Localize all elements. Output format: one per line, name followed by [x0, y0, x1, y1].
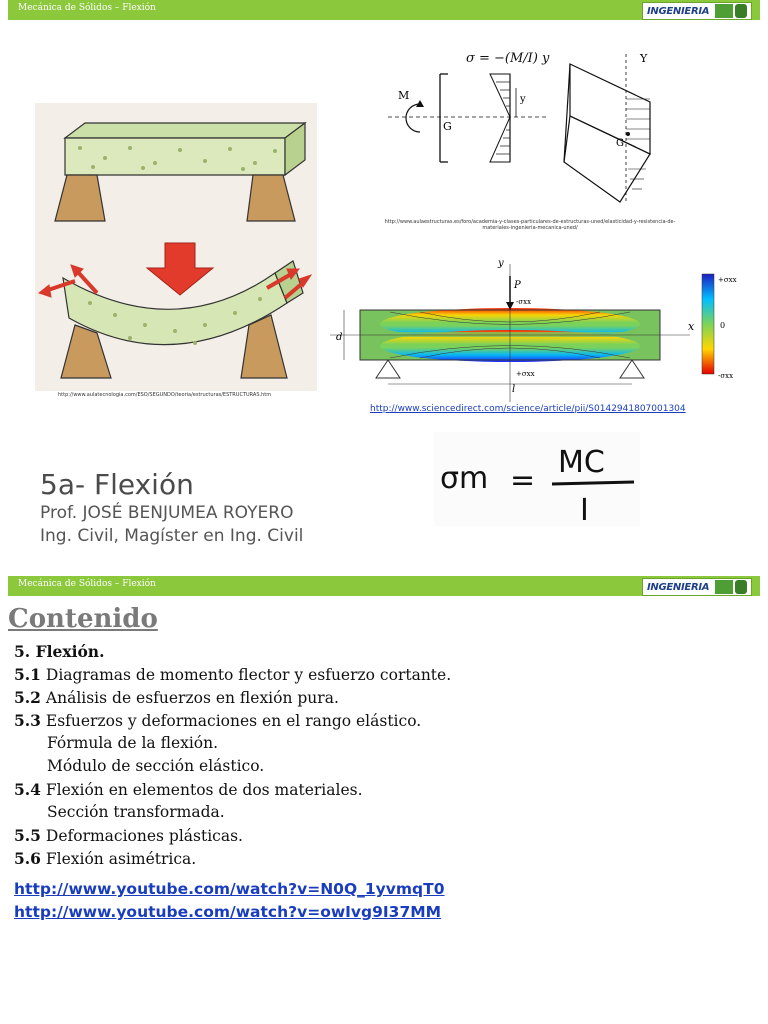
ingenieria-logo-2	[642, 578, 752, 596]
handwritten-flexure-formula	[434, 432, 640, 526]
contents-item-number: 5.2	[14, 688, 41, 707]
formula-lhs: σm	[440, 461, 489, 496]
left-figure-caption: http://www.aulatecnologia.com/ESO/SEGUNDO/teoria/estructuras/ESTRUCTURAS.htm	[58, 392, 272, 398]
label-l: l	[512, 384, 516, 395]
label-y: y	[520, 94, 526, 105]
youtube-link-2[interactable]: http://www.youtube.com/watch?v=owIvg9I37MM	[14, 903, 442, 921]
formula-equals: =	[510, 463, 536, 498]
colorbar-mid: 0	[720, 321, 726, 330]
contents-item-number: 5.4	[14, 780, 41, 799]
contents-item	[14, 801, 451, 824]
formula-denominator: I	[580, 493, 589, 526]
contents-item-text: Flexión en elementos de dos materiales.	[40, 781, 363, 799]
sigma-formula: σ = −(M/I) y	[466, 51, 550, 66]
contents-item	[14, 847, 451, 870]
contents-item-text: Sección transformada.	[47, 803, 225, 821]
sciencedirect-link[interactable]: http://www.sciencedirect.com/science/article/pii/S0142941807001304	[370, 404, 686, 414]
contents-item-text: Diagramas de momento flector y esfuerzo cortante.	[40, 666, 452, 684]
label-top-stress: -σxx	[516, 298, 532, 306]
contents-item-number: 5.1	[14, 665, 41, 684]
contents-item-text: Análisis de esfuerzos en flexión pura.	[40, 689, 339, 707]
contents-item	[14, 778, 451, 801]
label-G: G	[443, 120, 452, 133]
youtube-link-1[interactable]: http://www.youtube.com/watch?v=N0Q_1yvmqT0	[14, 880, 445, 898]
slide1-author-block	[40, 502, 303, 548]
slide1-header-banner	[8, 0, 760, 20]
slide2-header-banner	[8, 576, 760, 596]
contents-item	[14, 663, 451, 686]
contents-item-number: 5.3	[14, 711, 41, 730]
slide1-title: 5a- Flexión	[40, 468, 194, 501]
professor-degree: Ing. Civil, Magíster en Ing. Civil	[40, 526, 304, 546]
stress-distribution-diagram	[388, 44, 688, 216]
beam-bending-illustration	[35, 103, 317, 391]
colorbar-top: +σxx	[718, 276, 737, 284]
contents-item-text: Flexión.	[30, 642, 105, 661]
contents-item	[14, 755, 451, 778]
contents-item	[14, 640, 451, 663]
contents-item-text: Flexión asimétrica.	[40, 850, 197, 868]
label-P: P	[514, 280, 521, 291]
contents-item-number: 5.5	[14, 826, 41, 845]
header-title-2: Mecánica de Sólidos – Flexión	[18, 579, 156, 589]
contents-list	[14, 640, 451, 870]
formula-numerator: MC	[558, 445, 605, 480]
contents-item-text: Esfuerzos y deformaciones en el rango elástico.	[40, 712, 422, 730]
label-y-axis: y	[498, 258, 504, 269]
svg-text:G: G	[616, 138, 624, 149]
label-Y: Y	[640, 52, 648, 65]
contents-item	[14, 732, 451, 755]
ingenieria-logo	[642, 2, 752, 20]
contents-item-number: 5.6	[14, 849, 41, 868]
contents-item-text: Módulo de sección elástico.	[47, 757, 265, 775]
contents-item	[14, 709, 451, 732]
logo-text-2: INGENIERIA	[647, 581, 710, 593]
contents-item	[14, 824, 451, 847]
top-right-caption: http://www.aulaestructuras.es/foro/academia-y-clases-particulares-de-estructuras-uned/elasticidad-y-resistencia-de-materiales-ingenieria-mecanica-uned/	[384, 219, 676, 231]
label-x: x	[688, 320, 695, 333]
label-M: M	[398, 89, 410, 102]
professor-name: Prof. JOSÉ BENJUMEA ROYERO	[40, 503, 294, 523]
contents-item	[14, 686, 451, 709]
contents-item-text: Deformaciones plásticas.	[40, 827, 243, 845]
contents-heading: Contenido	[8, 604, 158, 634]
label-bottom-stress: +σxx	[516, 370, 535, 378]
colorbar-bottom: -σxx	[718, 372, 734, 380]
header-title: Mecánica de Sólidos – Flexión	[18, 3, 156, 13]
logo-text: INGENIERIA	[647, 5, 710, 17]
contents-item-text: Fórmula de la flexión.	[47, 734, 219, 752]
label-d: d	[336, 332, 343, 343]
stress-contour-plot	[330, 252, 750, 402]
contents-item-number: 5.	[14, 642, 31, 661]
